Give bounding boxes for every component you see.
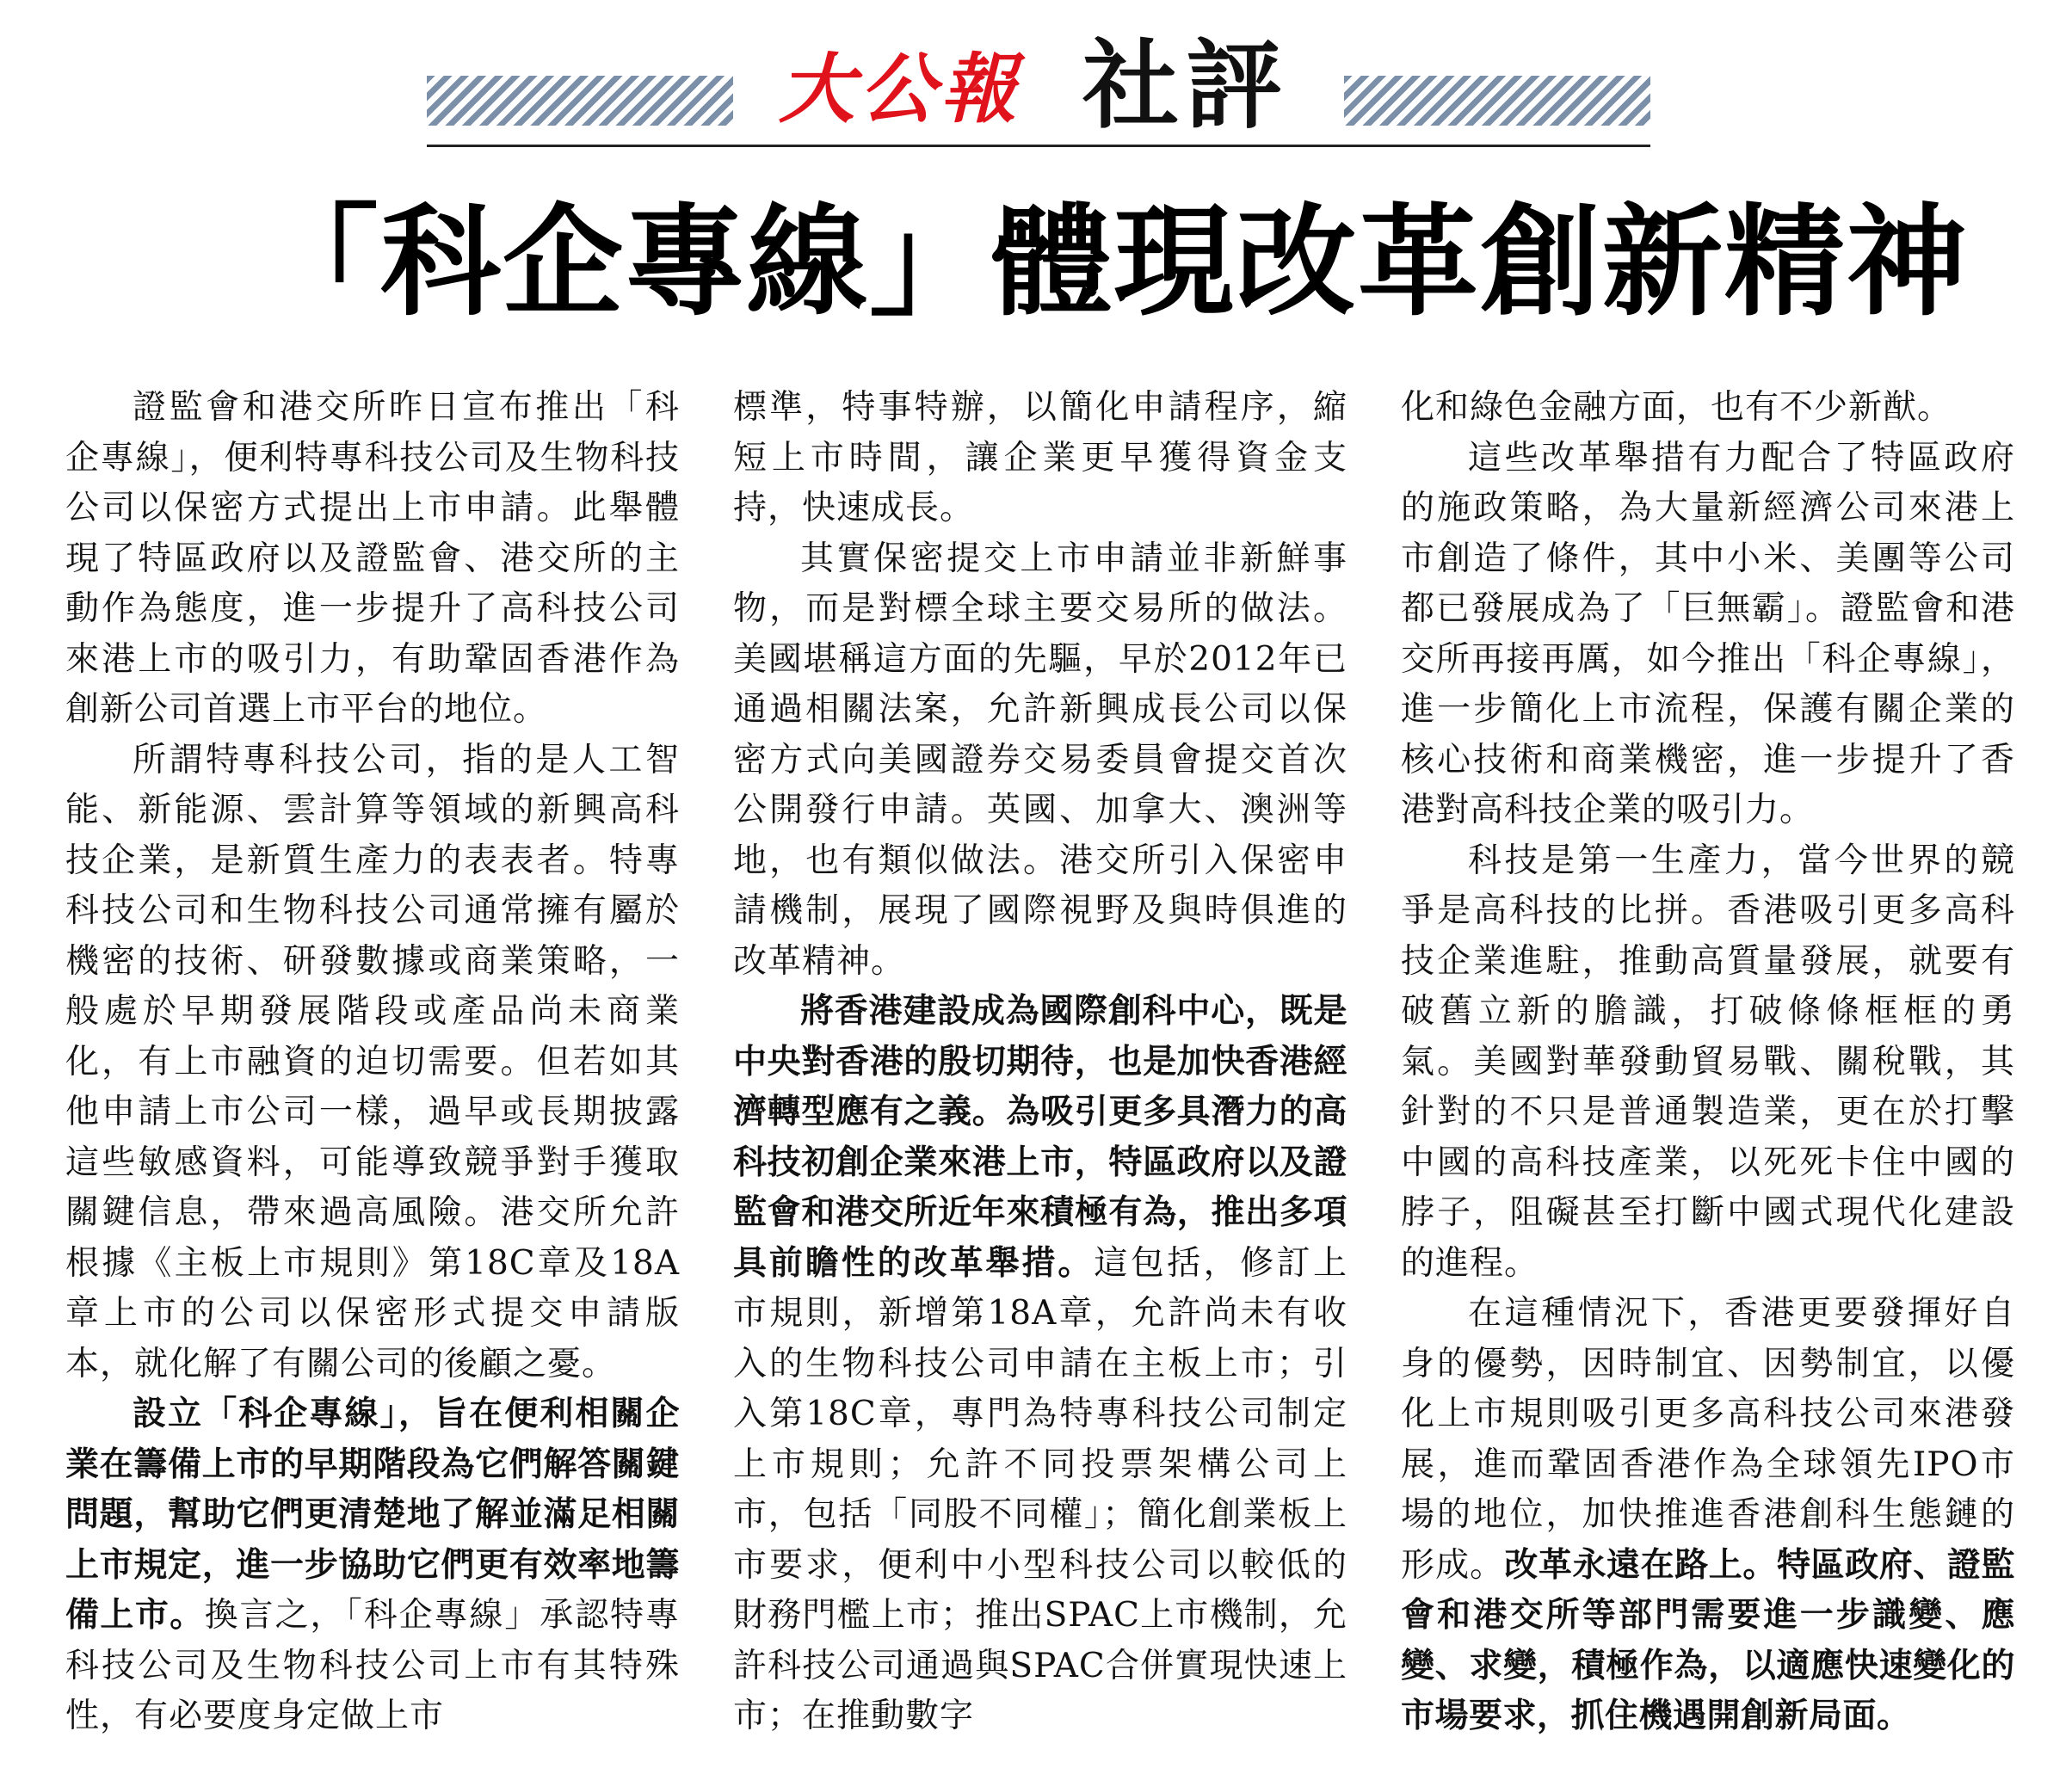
- masthead: [0, 0, 2072, 155]
- paragraph-text: 這些改革舉措有力配合了特區政府的施政策略，為大量新經濟公司來港上市創造了條件，其中小米、美團等公司都已發展成為了「巨無霸」。證監會和港交所再接再厲，如今推出「科企專線」，進一步簡化上市流程，保護有關企業的核心技術和商業機密，進一步提升了香港對高科技企業的吸引力。: [1401, 438, 2015, 829]
- article-paragraph: [65, 1389, 680, 1742]
- article-column-2: [733, 383, 1347, 1751]
- masthead-hatch-right: [1344, 76, 1650, 126]
- paragraph-text: 所謂特專科技公司，指的是人工智能、新能源、雲計算等領域的新興高科技企業，是新質生產力的表表者。特專科技公司和生物科技公司通常擁有屬於機密的技術、研發數據或商業策略，一般處於早期發展階段或產品尚未商業化，有上市融資的迫切需要。但若如其他申請上市公司一樣，過早或長期披露這些敏感資料，可能導致競爭對手獲取關鍵信息，帶來過高風險。港交所允許根據《主板上市規則》第18C章及18A章上市的公司以保密形式提交申請版本，就化解了有關公司的後顧之憂。: [65, 740, 680, 1383]
- article-paragraph: [1401, 1289, 2015, 1742]
- paragraph-text: 標準，特事特辦，以簡化申請程序，縮短上市時間，讓企業更早獲得資金支持，快速成長。: [733, 388, 1347, 527]
- paragraph-bold-text: 設立「科企專線」，旨在便利相關企業在籌備上市的早期階段為它們解答關鍵問題，幫助它們更清楚地了解並滿足相關上市規定，進一步協助它們更有效率地籌備上市。: [65, 1395, 680, 1635]
- article-paragraph: [733, 383, 1347, 534]
- article-paragraph: [65, 383, 680, 736]
- article-column-3: [1401, 383, 2015, 1751]
- paragraph-text: 在這種情況下，香港更要發揮好自身的優勢，因時制宜、因勢制宜，以優化上市規則吸引更多高科技公司來港發展，進而鞏固香港作為全球領先IPO市場的地位，加快推進香港創科生態鏈的形成。: [1401, 1294, 2015, 1585]
- article-paragraph: [1401, 836, 2015, 1290]
- article-paragraph: [733, 534, 1347, 988]
- section-label: 社評: [1082, 29, 1289, 142]
- headline: 「科企專線」體現改革創新精神: [258, 192, 1970, 333]
- paragraph-bold-text: 將香港建設成為國際創科中心，既是中央對香港的殷切期待，也是加快香港經濟轉型應有之義。為吸引更多具潛力的高科技初創企業來港上市，特區政府以及證監會和港交所近年來積極有為，推出多項具前瞻性的改革舉措。: [733, 992, 1347, 1283]
- paragraph-text: 科技是第一生產力，當今世界的競爭是高科技的比拼。香港吸引更多高科技企業進駐，推動高質量發展，就要有破舊立新的膽識，打破條條框框的勇氣。美國對華發動貿易戰、關稅戰，其針對的不只是普通製造業，更在於打擊中國的高科技產業，以死死卡住中國的脖子，阻礙甚至打斷中國式現代化建設的進程。: [1401, 841, 2015, 1283]
- newspaper-logo: 大公報: [779, 44, 1022, 133]
- article-paragraph: [733, 987, 1347, 1742]
- paragraph-text: 這包括，修訂上市規則，新增第18A章，允許尚未有收入的生物科技公司申請在主板上市；引入第18C章，專門為特專科技公司制定上市規則；允許不同投票架構公司上市，包括「同股不同權」；簡化創業板上市要求，便利中小型科技公司以較低的財務門檻上市；推出SPAC上市機制，允許科技公司通過與SPAC合併實現快速上市；在推動數字: [733, 1243, 1347, 1735]
- paragraph-text: 證監會和港交所昨日宣布推出「科企專線」，便利特專科技公司及生物科技公司以保密方式提出上市申請。此舉體現了特區政府以及證監會、港交所的主動作為態度，進一步提升了高科技公司來港上市的吸引力，有助鞏固香港作為創新公司首選上市平台的地位。: [65, 388, 680, 729]
- article-paragraph: [1401, 434, 2015, 836]
- masthead-hatch-left: [427, 76, 733, 126]
- paragraph-text: 其實保密提交上市申請並非新鮮事物，而是對標全球主要交易所的做法。美國堪稱這方面的先驅，早於2012年已通過相關法案，允許新興成長公司以保密方式向美國證券交易委員會提交首次公開發行申請。英國、加拿大、澳洲等地，也有類似做法。港交所引入保密申請機制，展現了國際視野及與時俱進的改革精神。: [733, 539, 1347, 981]
- paragraph-text: 換言之，「科企專線」承認特專科技公司及生物科技公司上市有其特殊性，有必要度身定做上市: [65, 1596, 680, 1735]
- article-paragraph: [65, 736, 680, 1390]
- paragraph-text: 化和綠色金融方面，也有不少新猷。: [1401, 388, 1952, 427]
- article-paragraph: [1401, 383, 2015, 434]
- masthead-rule: [427, 145, 1650, 147]
- article-column-1: [65, 383, 680, 1751]
- paragraph-bold-text: 改革永遠在路上。特區政府、證監會和港交所等部門需要進一步識變、應變、求變，積極作為，以適應快速變化的市場要求，抓住機遇開創新局面。: [1401, 1545, 2015, 1735]
